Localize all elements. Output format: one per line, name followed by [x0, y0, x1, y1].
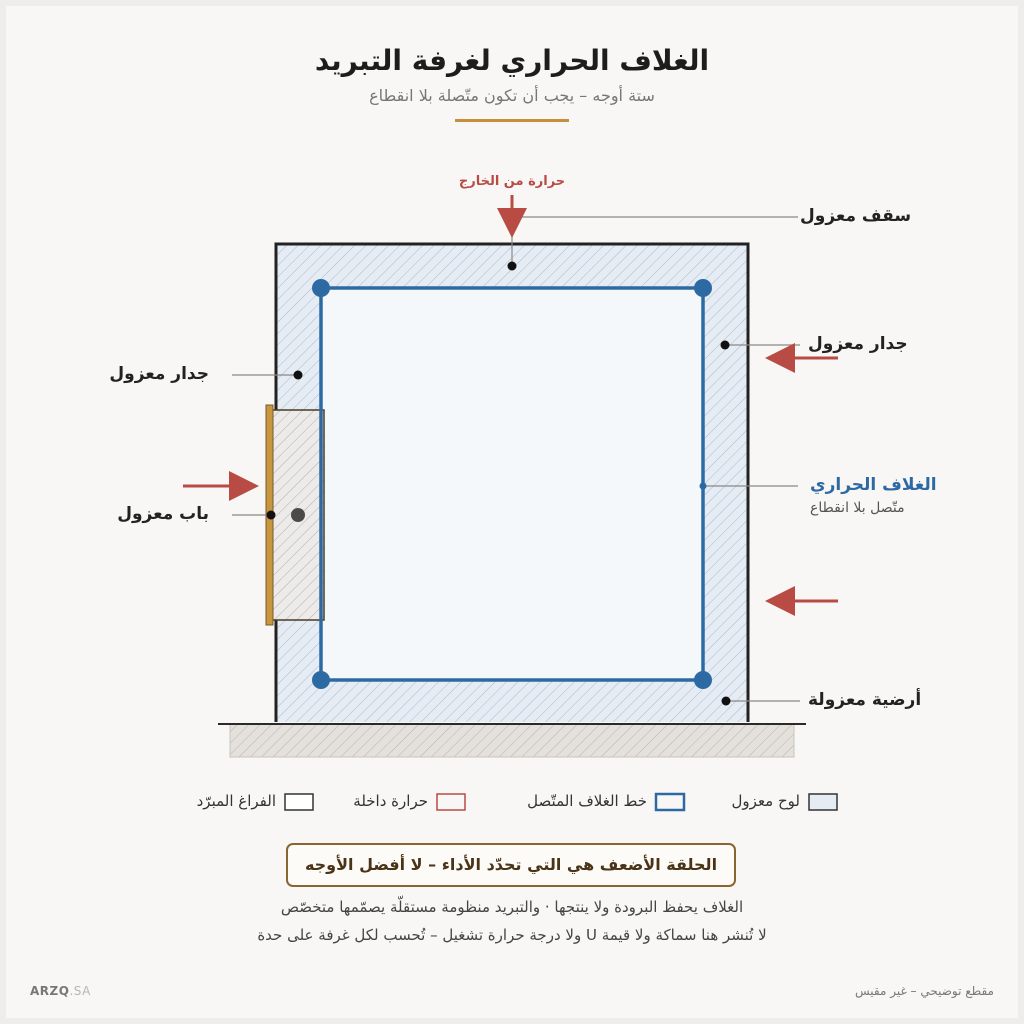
page-title: الغلاف الحراري لغرفة التبريد [314, 44, 710, 77]
envelope-label: الغلاف الحراري [810, 475, 937, 495]
left-wall-label: جدار معزول [109, 364, 209, 384]
legend-label-panel: لوح معزول [731, 792, 800, 810]
envelope-node [312, 671, 330, 689]
right-wall-label: جدار معزول [808, 334, 908, 354]
page-subtitle: ستة أوجه – يجب أن تكون متّصلة بلا انقطاع [369, 86, 655, 105]
legend-label-space: الفراغ المبرّد [196, 792, 276, 810]
note-line-1: الغلاف يحفظ البرودة ولا ينتجها · والتبريد منظومة مستقلّة يصمّمها متخصّص [280, 898, 744, 916]
diagram-footnote: مقطع توضيحي – غير مقيس [854, 984, 994, 998]
roof-label: سقف معزول [800, 206, 912, 226]
heat-arrow-door [183, 471, 259, 501]
legend-label-envelope: خط الغلاف المتّصل [527, 792, 647, 810]
legend-swatch-heat [437, 794, 465, 810]
legend-label-heat: حرارة داخلة [353, 792, 428, 810]
door-handle [291, 508, 305, 522]
legend-swatch-space [285, 794, 313, 810]
floor-panel [276, 680, 748, 722]
envelope-node [694, 671, 712, 689]
legend-swatch-panel [809, 794, 837, 810]
envelope-node [312, 279, 330, 297]
brand-logo [30, 984, 91, 998]
note-line-2: لا تُنشر هنا سماكة ولا قيمة U ولا درجة حرارة تشغيل – تُحسب لكل غرفة على حدة [257, 926, 767, 944]
floor-label: أرضية معزولة [808, 690, 922, 710]
envelope-node [694, 279, 712, 297]
ground-slab [230, 724, 794, 757]
heat-arrow-right-lower [765, 586, 838, 616]
envelope-sublabel: متّصل بلا انقطاع [810, 500, 905, 516]
legend-swatch-envelope [656, 794, 684, 810]
heat-outside-label: حرارة من الخارج [458, 174, 566, 189]
door-label: باب معزول [117, 504, 209, 524]
heat-arrow-top [497, 195, 527, 238]
cooled-space [321, 288, 703, 680]
key-message-callout: الحلقة الأضعف هي التي تحدّد الأداء – لا أفضل الأوجه [286, 843, 736, 887]
brand-name: ARZQ [30, 984, 70, 998]
brand-domain: .SA [69, 984, 91, 998]
